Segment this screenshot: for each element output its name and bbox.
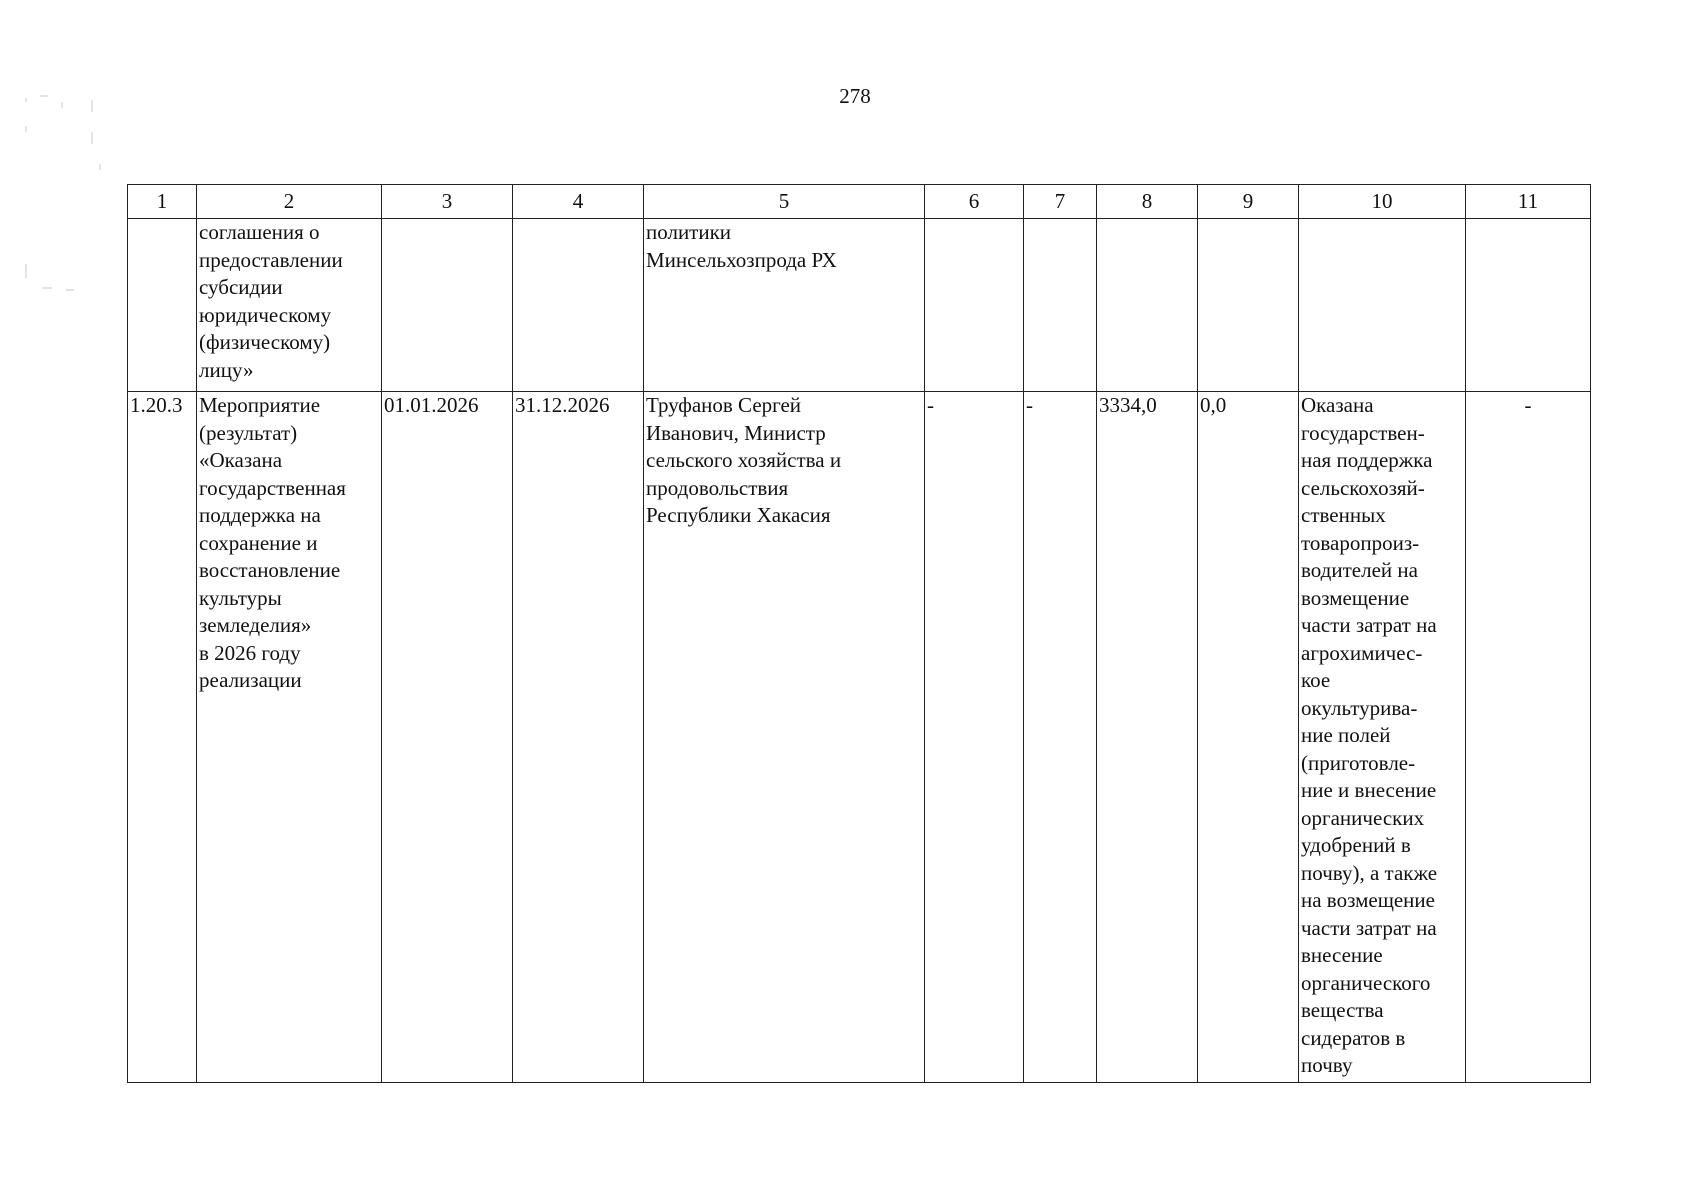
table-cell [128, 219, 197, 392]
table-cell [513, 219, 644, 392]
page-number: 278 [839, 84, 871, 108]
scan-artifact-marks [22, 92, 102, 302]
header-cell: 5 [644, 185, 925, 219]
row-number-cell: 1.20.3 [128, 392, 197, 1083]
table-cell: - [1466, 392, 1591, 1083]
header-cell: 7 [1024, 185, 1097, 219]
table-cell [382, 219, 513, 392]
header-cell: 6 [925, 185, 1024, 219]
header-cell: 10 [1299, 185, 1466, 219]
data-table [127, 184, 1591, 1083]
header-cell: 8 [1097, 185, 1198, 219]
table-cell [925, 219, 1024, 392]
header-cell: 9 [1198, 185, 1299, 219]
activity-name-cell: Мероприятие (результат) «Оказана государственная поддержка на сохранение и восстановление культуры земледелия» в 2026 году реализации [197, 392, 382, 1083]
amount-cell: 3334,0 [1097, 392, 1198, 1083]
table-cell: - [1024, 392, 1097, 1083]
header-cell: 3 [382, 185, 513, 219]
table-row [128, 219, 1591, 392]
table-cell: соглашения о предоставлении субсидии юридическому (физическому) лицу» [197, 219, 382, 392]
start-date-cell: 01.01.2026 [382, 392, 513, 1083]
header-cell: 11 [1466, 185, 1591, 219]
table-cell: - [925, 392, 1024, 1083]
table-cell [1097, 219, 1198, 392]
amount-cell: 0,0 [1198, 392, 1299, 1083]
table-row [128, 392, 1591, 1083]
table-cell [1466, 219, 1591, 392]
table-header-row [128, 185, 1591, 219]
header-cell: 4 [513, 185, 644, 219]
result-description-cell: Оказана государствен- ная поддержка сельскохозяй- ственных товаропроиз- водителей на возмещение части затрат на агрохимичес- кое окультурива- ние полей (приготовле- ние и внесение органических удобрений в почву), а также на возмещение части затрат на внесение органического вещества сидератов в почву [1299, 392, 1466, 1083]
table-cell [1299, 219, 1466, 392]
end-date-cell: 31.12.2026 [513, 392, 644, 1083]
header-cell: 1 [128, 185, 197, 219]
responsible-person-cell: Труфанов Сергей Иванович, Министр сельского хозяйства и продовольствия Республики Хакасия [644, 392, 925, 1083]
table-cell [1024, 219, 1097, 392]
table-cell: политики Минсельхозпрода РХ [644, 219, 925, 392]
table-cell [1198, 219, 1299, 392]
header-cell: 2 [197, 185, 382, 219]
